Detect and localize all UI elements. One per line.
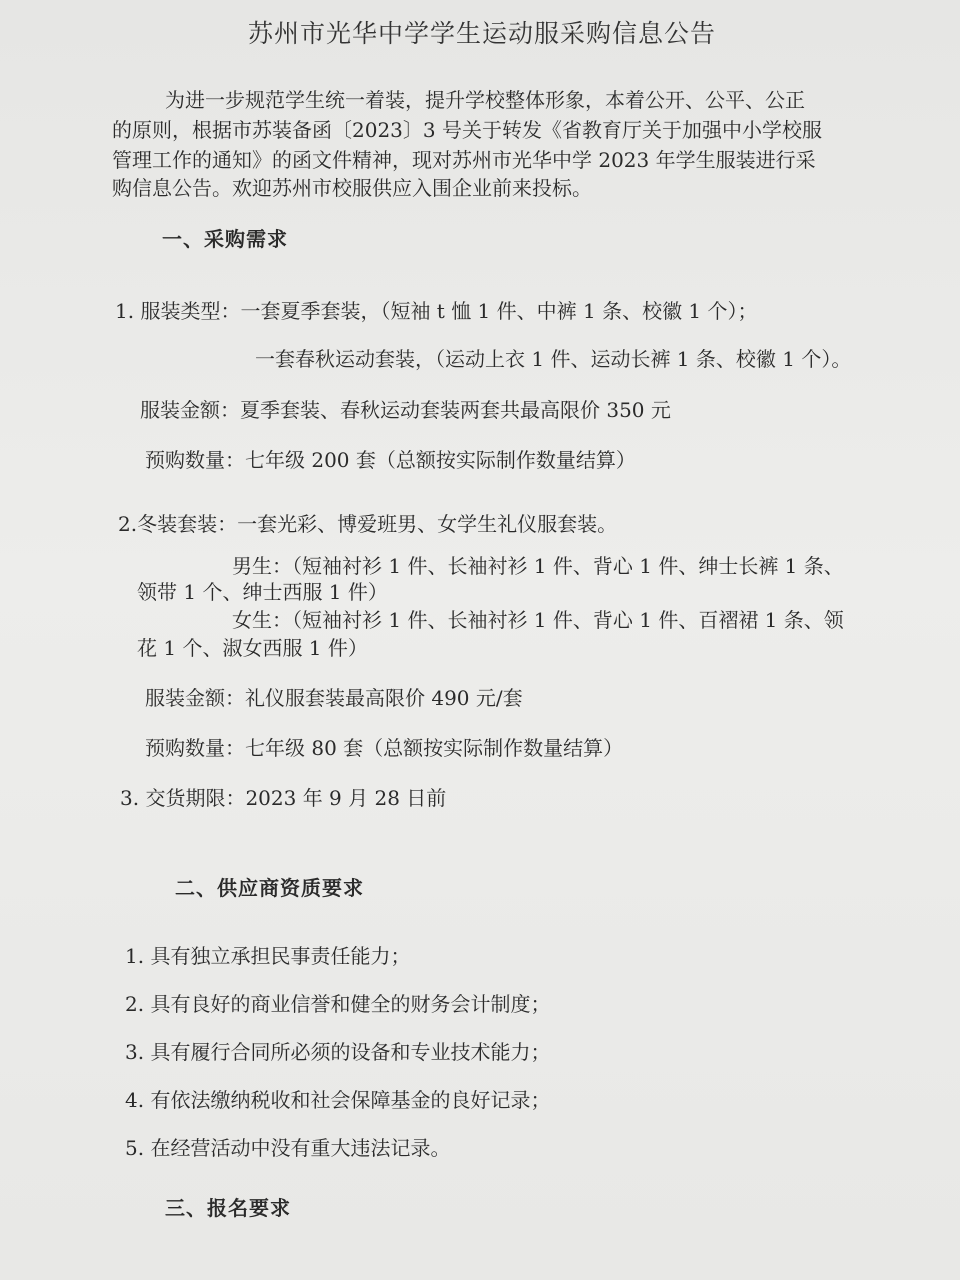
- clothing-type-line: 一套春秋运动套装，（运动上衣 1 件、运动长裤 1 条、校徽 1 个）。: [255, 347, 852, 371]
- intro-line: 为进一步规范学生统一着装，提升学校整体形象，本着公开、公平、公正: [165, 88, 805, 112]
- female-set-line: 女生：（短袖衬衫 1 件、长袖衬衫 1 件、背心 1 件、百褶裙 1 条、领: [232, 608, 844, 632]
- intro-line: 购信息公告。欢迎苏州市校服供应入围企业前来投标。: [112, 176, 592, 200]
- clothing-amount: 服装金额：夏季套装、春秋运动套装两套共最高限价 350 元: [140, 398, 671, 422]
- section-heading-procurement: 一、采购需求: [162, 227, 288, 251]
- winter-amount: 服装金额：礼仪服套装最高限价 490 元/套: [145, 686, 523, 710]
- section-heading-registration: 三、报名要求: [165, 1196, 291, 1220]
- male-set-line: 领带 1 个、绅士西服 1 件）: [137, 580, 388, 604]
- male-set-line: 男生：（短袖衬衫 1 件、长袖衬衫 1 件、背心 1 件、绅士长裤 1 条、: [232, 554, 844, 578]
- clothing-type-line: 1. 服装类型：一套夏季套装，（短袖 t 恤 1 件、中裤 1 条、校徽 1 个）；: [115, 299, 758, 323]
- qualification-item: 3. 具有履行合同所必须的设备和专业技术能力；: [125, 1040, 551, 1064]
- document-title: 苏州市光华中学学生运动服采购信息公告: [248, 19, 717, 48]
- section-heading-qualification: 二、供应商资质要求: [175, 876, 364, 900]
- delivery-deadline: 3. 交货期限：2023 年 9 月 28 日前: [120, 786, 447, 810]
- winter-set-line: 2.冬装套装：一套光彩、博爱班男、女学生礼仪服套装。: [118, 512, 618, 536]
- female-set-line: 花 1 个、淑女西服 1 件）: [137, 636, 368, 660]
- clothing-quantity: 预购数量：七年级 200 套（总额按实际制作数量结算）: [145, 448, 636, 472]
- intro-line: 的原则，根据市苏装备函〔2023〕3 号关于转发《省教育厅关于加强中小学校服: [112, 118, 822, 142]
- winter-quantity: 预购数量：七年级 80 套（总额按实际制作数量结算）: [145, 736, 624, 760]
- qualification-item: 5. 在经营活动中没有重大违法记录。: [125, 1136, 451, 1160]
- qualification-item: 4. 有依法缴纳税收和社会保障基金的良好记录；: [125, 1088, 551, 1112]
- qualification-item: 2. 具有良好的商业信誉和健全的财务会计制度；: [125, 992, 551, 1016]
- qualification-item: 1. 具有独立承担民事责任能力；: [125, 944, 411, 968]
- intro-line: 管理工作的通知》的函文件精神，现对苏州市光华中学 2023 年学生服装进行采: [112, 148, 816, 172]
